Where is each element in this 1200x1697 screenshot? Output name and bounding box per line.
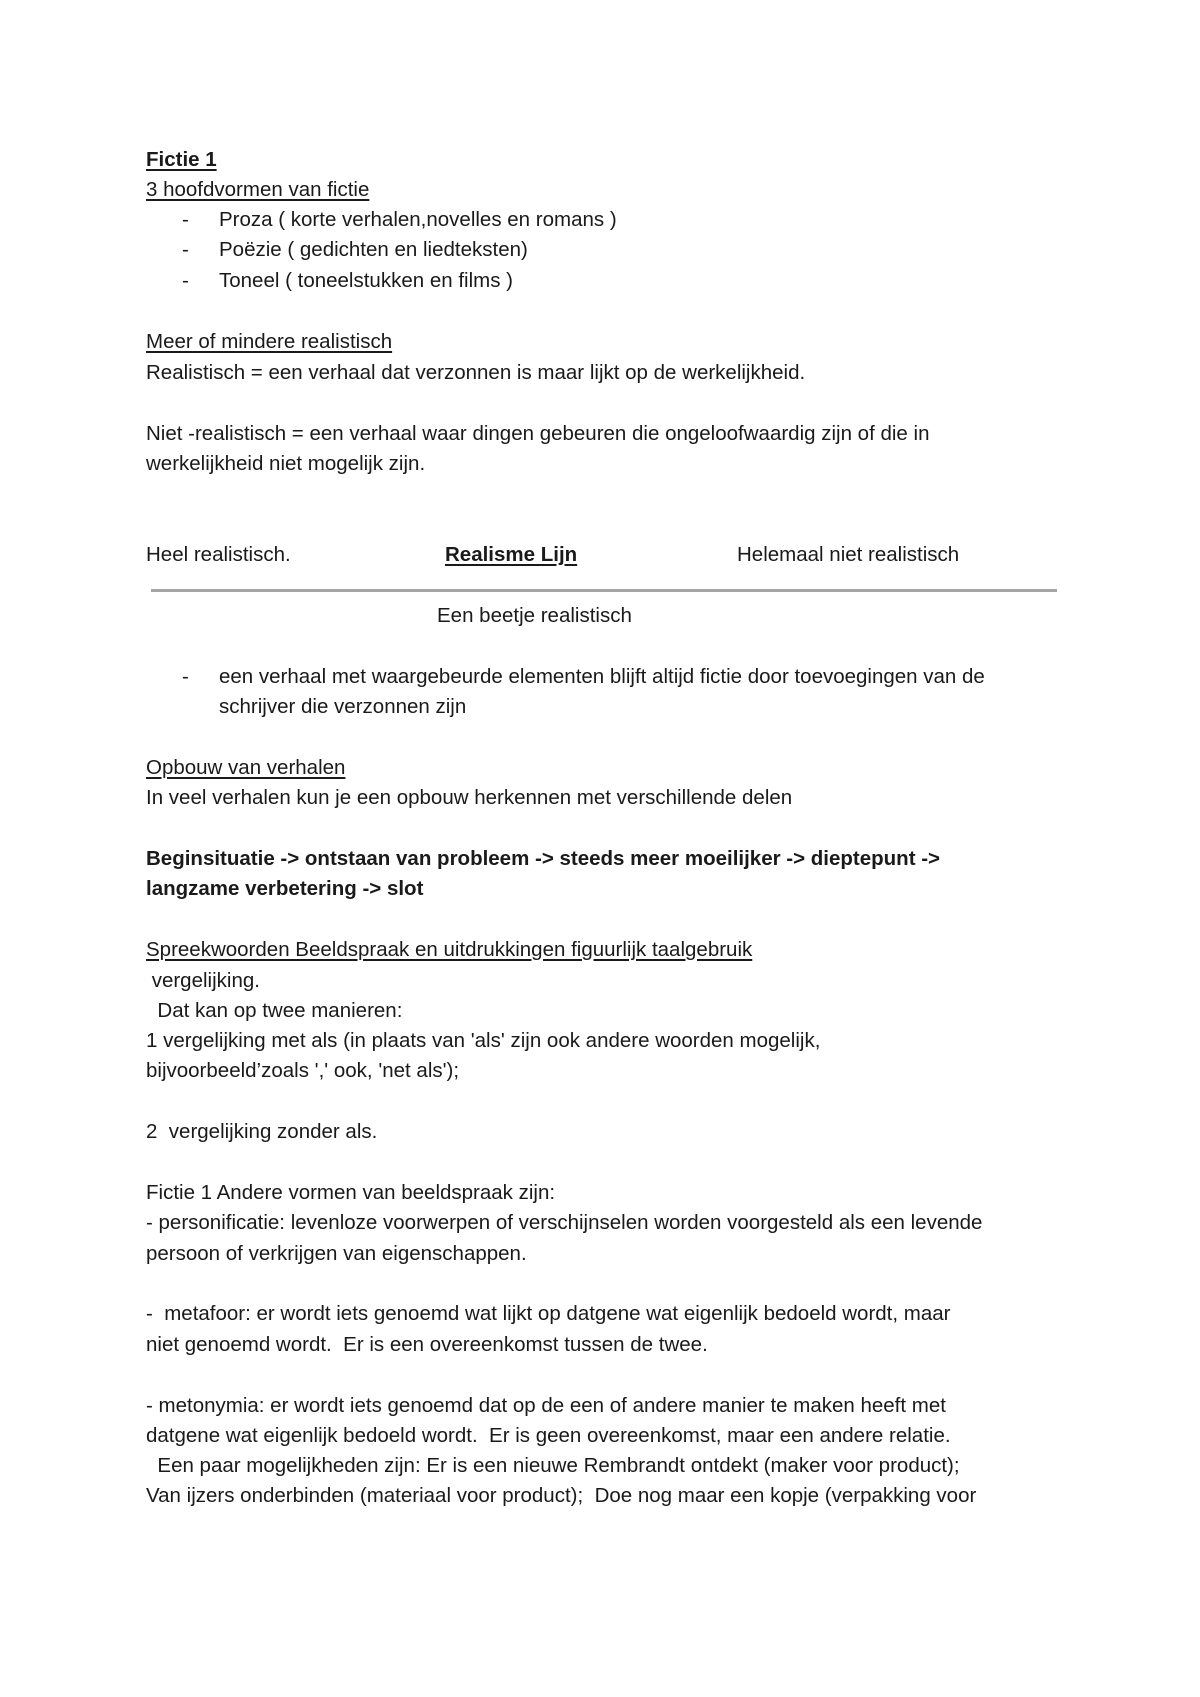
realism-line (151, 589, 1057, 592)
note-line-1: een verhaal met waargebeurde elementen blijft altijd fictie door toevoegingen van de (219, 665, 985, 688)
section-heading-opbouw: Opbouw van verhalen (146, 756, 346, 779)
text-line: 1 vergelijking met als (in plaats van 'als' zijn ook andere woorden mogelijk, (146, 1029, 821, 1052)
paragraph-niet-realistisch-1: Niet -realistisch = een verhaal waar dingen gebeuren die ongeloofwaardig zijn of die in (146, 422, 930, 445)
list-item-toneel: Toneel ( toneelstukken en films ) (219, 269, 513, 292)
text-line: vergelijking. (146, 969, 260, 992)
text-line: - metafoor: er wordt iets genoemd wat lijkt op datgene wat eigenlijk bedoeld wordt, maar (146, 1302, 951, 1325)
text-line: datgene wat eigenlijk bedoeld wordt. Er is geen overeenkomst, maar een andere relatie. (146, 1424, 951, 1447)
realism-line-title: Realisme Lijn (445, 543, 578, 566)
realism-left-label: Heel realistisch. (146, 543, 291, 566)
paragraph-opbouw: In veel verhalen kun je een opbouw herkennen met verschillende delen (146, 786, 793, 809)
list-item-poezie: Poëzie ( gedichten en liedteksten) (219, 238, 528, 261)
paragraph-niet-realistisch-2: werkelijkheid niet mogelijk zijn. (146, 452, 426, 475)
list-bullet: - (182, 208, 189, 231)
list-bullet: - (182, 269, 189, 292)
opbouw-sequence-2: langzame verbetering -> slot (146, 877, 424, 900)
text-line: Een paar mogelijkheden zijn: Er is een nieuwe Rembrandt ontdekt (maker voor product); (146, 1454, 960, 1477)
list-bullet: - (182, 665, 189, 688)
text-line: bijvoorbeeld’zoals ',' ook, 'net als'); (146, 1059, 460, 1082)
section-heading-beeldspraak: Spreekwoorden Beeldspraak en uitdrukkingen figuurlijk taalgebruik (146, 938, 753, 961)
text-line: Van ijzers onderbinden (materiaal voor product); Doe nog maar een kopje (verpakking voor (146, 1484, 977, 1507)
text-line: niet genoemd wordt. Er is een overeenkomst tussen de twee. (146, 1333, 708, 1356)
document-title: Fictie 1 (146, 148, 217, 171)
realism-middle-label: Een beetje realistisch (437, 604, 632, 627)
note-line-2: schrijver die verzonnen zijn (219, 695, 467, 718)
text-line: persoon of verkrijgen van eigenschappen. (146, 1242, 527, 1265)
opbouw-sequence-1: Beginsituatie -> ontstaan van probleem -> steeds meer moeilijker -> dieptepunt -> (146, 847, 941, 870)
text-line: - personificatie: levenloze voorwerpen of verschijnselen worden voorgesteld als een levende (146, 1211, 983, 1234)
text-line: Dat kan op twee manieren: (146, 999, 403, 1022)
section-heading-hoofdvormen: 3 hoofdvormen van fictie (146, 178, 370, 201)
section-heading-realistisch: Meer of mindere realistisch (146, 330, 393, 353)
list-bullet: - (182, 238, 189, 261)
paragraph-realistisch: Realistisch = een verhaal dat verzonnen is maar lijkt op de werkelijkheid. (146, 361, 806, 384)
realism-right-label: Helemaal niet realistisch (737, 543, 960, 566)
list-item-proza: Proza ( korte verhalen,novelles en romans ) (219, 208, 617, 231)
text-line: Fictie 1 Andere vormen van beeldspraak zijn: (146, 1181, 556, 1204)
text-line: 2 vergelijking zonder als. (146, 1120, 378, 1143)
text-line: - metonymia: er wordt iets genoemd dat op de een of andere manier te maken heeft met (146, 1394, 946, 1417)
